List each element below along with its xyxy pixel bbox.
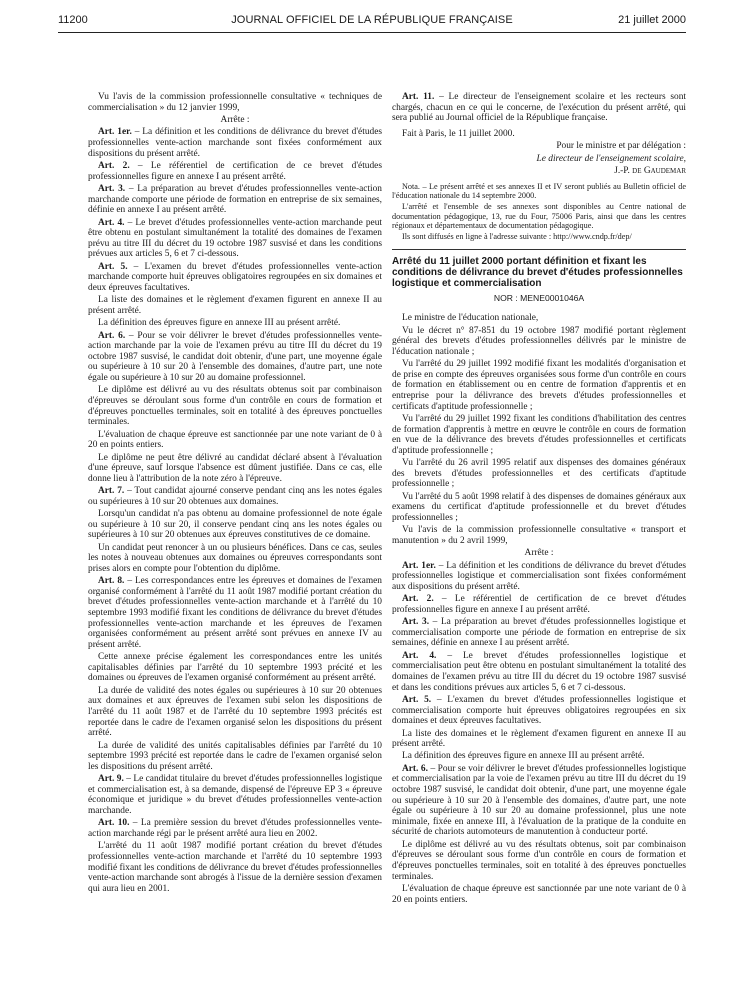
paragraph-text: La définition des épreuves figure en annexe III au présent arrêté. xyxy=(402,751,645,762)
body-paragraph xyxy=(88,543,382,575)
nor-reference: NOR : MENE0001046A xyxy=(493,292,585,303)
article-number: Art. 1er. xyxy=(98,127,132,138)
body-paragraph xyxy=(88,115,382,126)
body-paragraph xyxy=(88,92,382,113)
paragraph-text: – La préparation au brevet d'études professionnelles vente-action marchande comporte une période de formation en entreprise de six semaines, définie en annexe I au présent arrêté. xyxy=(88,183,382,216)
article-paragraph xyxy=(88,262,382,294)
nota-paragraph: Nota. – Le présent arrêté et ses annexes II et IV seront publiés au Bulletin officiel de l'éducation nationale du 14 septembre 2000. xyxy=(392,181,686,200)
paragraph-text: Arrête : xyxy=(220,114,250,125)
paragraph-text: – La définition et les conditions de délivrance du brevet d'études professionnelles logistique et commercialisation sont fixées conformément aux dispositions du présent arrêté. xyxy=(392,560,687,592)
decree-body xyxy=(392,313,686,905)
left-column xyxy=(88,92,382,896)
paragraph-text: La durée de validité des unités capitalisables définies par l'arrêté du 10 septembre 1993 précité est reportée dans le cadre de l'examen organisé selon les dispositions du présent arrêté. xyxy=(88,740,382,772)
issue-date: 21 juillet 2000 xyxy=(618,14,686,26)
article-number: Art. 8. xyxy=(98,576,125,587)
journal-title: JOURNAL OFFICIEL DE LA RÉPUBLIQUE FRANÇAISE xyxy=(231,14,513,26)
body-paragraph xyxy=(392,548,686,559)
article-number: Art. 9. xyxy=(98,774,124,785)
body-paragraph xyxy=(392,525,686,546)
paragraph-text: Vu le décret n° 87-851 du 19 octobre 1987 modifié portant règlement général des brevets d'études professionnelles délivrés par le ministre de l'éducation nationale ; xyxy=(392,325,686,357)
body-paragraph xyxy=(392,313,686,324)
paragraph-text: Vu l'arrêté du 29 juillet 1992 modifié fixant les modalités d'organisation et de prise en compte des épreuves organisées sous forme d'un contrôle en cours de formation en établissement ou en centre de formation d'apprentis et en entreprise pour la délivrance des brevets d'études professionnelles et certificats d'aptitude professionnelle ; xyxy=(392,359,686,412)
body-paragraph xyxy=(88,318,382,329)
article-number: Art. 7. xyxy=(98,486,125,497)
paragraph-text: Vu l'avis de la commission professionnelle consultative « transport et manutention » du 2 avril 1999, xyxy=(392,525,686,546)
article-paragraph xyxy=(88,818,382,839)
article-paragraph xyxy=(88,486,382,507)
signature-title: Le directeur de l'enseignement scolaire, xyxy=(536,153,686,164)
paragraph-text: – Le candidat titulaire du brevet d'études professionnelles logistique et commercialisation est, à sa demande, dispensé de l'épreuve EP 3 « épreuve économique et juridique » du brevet d'études professionnelles vente-action marchande. xyxy=(88,774,382,816)
paragraph-text: Le ministre de l'éducation nationale, xyxy=(402,313,539,324)
article-number: Art. 3. xyxy=(98,183,126,194)
paragraph-text: – La préparation au brevet d'études professionnelles logistique et commercialisation comporte une période de formation en entreprise de six semaines, définie en annexe I au présent arrêté. xyxy=(392,617,687,649)
paragraph-text: Vu l'avis de la commission professionnelle consultative « techniques de commercialisation » du 12 janvier 1999, xyxy=(88,92,382,113)
article-number: Art. 5. xyxy=(402,694,432,705)
paragraph-text: Vu l'arrêté du 29 juillet 1992 fixant les conditions d'habilitation des centres de formation d'apprentis à mettre en œuvre le contrôle en cours de formation en vue de la délivrance des brevets d'études professionnelles et certificats d'aptitude professionnelle ; xyxy=(392,413,686,456)
paragraph-text: – Les correspondances entre les épreuves et domaines de l'examen organisé conformément à l'arrêté du 11 août 1987 modifié portant création du brevet d'études professionnelles vente-action marchande et à l'arrêté du 10 septembre 1993 modifié fixant les conditions de délivrance du brevet d'études professionnelles vente-action marchande et les épreuves de l'examen organisées conformément au présent arrêté sont prévues en annexe IV au présent arrêté. xyxy=(88,576,382,650)
paragraph-text: Arrête : xyxy=(524,548,554,559)
paragraph-text: L'évaluation de chaque épreuve est sanctionnée par une note variant de 0 à 20 en points entiers. xyxy=(88,429,382,451)
body-paragraph xyxy=(88,652,382,684)
signature-line: Pour le ministre et par délégation : xyxy=(556,141,686,152)
paragraph-text: – La définition et les conditions de délivrance du brevet d'études professionnelles vente-action marchande sont fixées conformément aux dispositions du présent arrêté. xyxy=(88,127,383,159)
paragraph-text: Vu l'arrêté du 26 avril 1995 relatif aux dispenses des domaines généraux des brevets d'études professionnelles et des certificats d'aptitude professionnelle ; xyxy=(392,458,686,490)
article-number: Art. 6. xyxy=(98,330,126,341)
body-paragraph xyxy=(88,453,382,485)
article-paragraph xyxy=(392,594,686,615)
article-number: Art. 1er. xyxy=(402,560,436,571)
paragraph-text: – Le brevet d'études professionnelles vente-action marchande peut être obtenu en postulant simultanément la totalité des domaines de l'examen prévu au titre III du décret du 19 octobre 1987 susvisé et dans les conditions prévues aux articles 5, 6 et 7 ci-dessous. xyxy=(88,217,382,260)
paragraph-text: La liste des domaines et le règlement d'examen figurent en annexe II au présent arrêté. xyxy=(88,295,382,316)
article-number: Art. 2. xyxy=(98,160,130,171)
article-number: Art. 5. xyxy=(98,261,128,272)
paragraph-text: La durée de validité des notes égales ou supérieures à 10 sur 20 obtenues aux domaines et aux épreuves de l'examen subi selon les dispositions de l'arrêté du 11 août 1987 et de l'arrêté du 10 septembre 1993 précités est reportée dans le cadre de l'examen organisé selon les dispositions du présent arrêté. xyxy=(88,685,382,739)
article-paragraph xyxy=(392,561,686,593)
article-number: Art. 6. xyxy=(402,763,428,774)
body-paragraph xyxy=(88,430,382,451)
signature-name: J.-P. de Gaudemar xyxy=(614,165,686,176)
paragraph-text: Le diplôme est délivré au vu des résultats obtenus, soit par combinaison d'épreuves se déroulant sous forme d'un contrôle en cours de formation et d'épreuves ponctuelles terminales, soit en totalité à des épreuves ponctuelles terminales. xyxy=(392,839,686,882)
body-paragraph xyxy=(88,741,382,773)
article-paragraph xyxy=(88,774,382,816)
body-paragraph xyxy=(392,840,686,882)
paragraph-text: Le diplôme est délivré au vu des résultats obtenus soit par combinaison d'épreuves se déroulant sous forme d'un contrôle en cours de formation et d'épreuves ponctuelles terminales, soit en totalité à des épreuves ponctuelles terminales. xyxy=(88,385,382,428)
body-paragraph xyxy=(392,884,686,905)
article-paragraph xyxy=(392,92,686,124)
paragraph-text: L'évaluation de chaque épreuve est sanctionnée par une note variant de 0 à 20 en points entiers. xyxy=(392,884,686,905)
paragraph-text: – La première session du brevet d'études professionnelles vente-action marchande régi par le présent arrêté aura lieu en 2002. xyxy=(88,818,382,839)
article-number: Art. 10. xyxy=(98,818,130,829)
article-number: Art. 4. xyxy=(98,217,125,228)
signature-place-date: Fait à Paris, le 11 juillet 2000. xyxy=(402,128,515,139)
article-number: Art. 4. xyxy=(402,650,437,661)
body-paragraph xyxy=(392,414,686,456)
article-paragraph xyxy=(392,764,686,838)
article-paragraph xyxy=(392,617,686,649)
section-divider xyxy=(392,249,686,250)
page-number: 11200 xyxy=(58,14,88,26)
paragraph-text: La définition des épreuves figure en annexe III au présent arrêté. xyxy=(98,318,341,329)
article-paragraph xyxy=(392,651,686,693)
body-paragraph xyxy=(392,729,686,750)
decree-title: Arrêté du 11 juillet 2000 portant définition et fixant les conditions de délivrance du brevet d'études professionnelles logistique et commercialisation xyxy=(392,255,683,289)
body-paragraph xyxy=(392,751,686,762)
paragraph-text: – L'examen du brevet d'études professionnelles vente-action marchande comporte huit épreuves obligatoires regroupées en six domaines et deux épreuves facultatives. xyxy=(88,261,382,293)
body-paragraph xyxy=(88,686,382,739)
body-paragraph xyxy=(88,841,382,894)
paragraph-text: Un candidat peut renoncer à un ou plusieurs bénéfices. Dans ce cas, seules les notes à nouveau obtenues aux domaines ou épreuves correspondants sont prises alors en compte pour l'obtention du diplôme. xyxy=(88,542,382,574)
paragraph-text: – L'examen du brevet d'études professionnelles logistique et commercialisation comporte huit épreuves obligatoires regroupées en six domaines et deux épreuves facultatives. xyxy=(392,694,686,727)
paragraph-text: – Tout candidat ajourné conserve pendant cinq ans les notes égales ou supérieures à 10 sur 20 obtenues aux domaines. xyxy=(88,486,382,507)
article-number: Art. 3. xyxy=(402,617,430,628)
paragraph-text: – Pour se voir délivrer le brevet d'études professionnelles vente-action marchande par la voie de l'examen prévu au titre III du décret du 19 octobre 1987 susvisé, le candidat doit obtenir, d'une part, une moyenne égale ou supérieure à 10 sur 20 à l'ensemble des domaines, d'autre part, une note égale ou supérieure à 10 sur 20 au domaine professionnel. xyxy=(88,330,382,384)
article-paragraph xyxy=(88,576,382,650)
article-paragraph xyxy=(88,218,382,260)
page-header xyxy=(58,14,686,32)
header-rule xyxy=(58,32,686,33)
right-column xyxy=(392,92,686,907)
paragraph-text: – Le brevet d'études professionnelles logistique et commercialisation peut être obtenu en postulant simultanément la totalité des domaines de l'examen prévu au titre III du décret du 19 octobre 1987 susvisé et dans les conditions prévues aux articles 5, 6 et 7 ci-dessous. xyxy=(392,650,686,693)
paragraph-text: Cette annexe précise également les correspondances entre les unités capitalisables définies par l'arrêté du 10 septembre 1993 précité et les domaines ou épreuves de l'examen organisé conformément au présent arrêté. xyxy=(88,652,382,684)
body-paragraph xyxy=(392,458,686,490)
article-number: Art. 11. xyxy=(402,92,435,102)
body-paragraph xyxy=(88,295,382,316)
paragraph-text: La liste des domaines et le règlement d'examen figurent en annexe II au présent arrêté. xyxy=(392,728,686,750)
article-paragraph xyxy=(392,695,686,727)
body-paragraph xyxy=(392,326,686,358)
body-paragraph xyxy=(88,385,382,427)
nota-paragraph: Ils sont diffusés en ligne à l'adresse suivante : http://www.cndp.fr/dep/ xyxy=(402,232,632,242)
body-paragraph xyxy=(392,492,686,524)
paragraph-text: – Le référentiel de certification de ce brevet d'études professionnelles figure en annexe I au présent arrêté. xyxy=(392,594,686,615)
paragraph-text: Lorsqu'un candidat n'a pas obtenu au domaine professionnel de note égale ou supérieure à 10 sur 20, il conserve pendant cinq ans les notes égales ou supérieures à 10 sur 20 obtenues aux épreuves constitutives de ce domaine. xyxy=(88,509,382,541)
article-paragraph xyxy=(88,127,382,159)
paragraph-text: Le diplôme ne peut être délivré au candidat déclaré absent à l'évaluation d'une épreuve, sauf lorsque l'absence est dûment justifiée. Dans ce cas, elle donne lieu à l'attribution de la note zéro à l'épreuve. xyxy=(88,452,382,484)
body-paragraph xyxy=(392,359,686,412)
nota-paragraph: L'arrêté et l'ensemble de ses annexes sont disponibles au Centre national de documentation pédagogique, 13, rue du Four, 75006 Paris, ainsi que dans les centres régionaux et départementaux de documentation pédagogique. xyxy=(392,202,686,230)
body-paragraph xyxy=(88,509,382,541)
article-paragraph xyxy=(88,184,382,216)
article-paragraph xyxy=(88,161,382,182)
paragraph-text: L'arrêté du 11 août 1987 modifié portant création du brevet d'études professionnelles vente-action marchande et l'arrêté du 10 septembre 1993 modifié fixant les conditions de délivrance du brevet d'études professionnelles vente-action marchande sont abrogés à l'issue de la dernière session d'examen qui aura lieu en 2001. xyxy=(88,841,382,894)
article-paragraph xyxy=(88,331,382,384)
article-number: Art. 2. xyxy=(402,594,434,605)
paragraph-text: – Le référentiel de certification de ce brevet d'études professionnelles figure en annexe I au présent arrêté. xyxy=(88,160,382,182)
paragraph-text: – Pour se voir délivrer le brevet d'études professionnelles logistique et commercialisation par la voie de l'examen prévu au titre III du décret du 19 octobre 1987 susvisé, le candidat doit obtenir, d'une part, une moyenne égale ou supérieure à 10 sur 20 à l'ensemble des domaines, d'autre part, une note égale ou supérieure à 10 sur 20 au domaine professionnel, plus une note minimale, fixée en annexe III, à l'évaluation de la pratique de la conduite en sécurité de chariots automoteurs de manutention à conducteur porté. xyxy=(392,763,686,838)
article-text: – Le directeur de l'enseignement scolaire et les recteurs sont chargés, chacun en ce qui le concerne, de l'exécution du présent arrêté, qui sera publié au Journal officiel de la République française. xyxy=(392,92,686,124)
paragraph-text: Vu l'arrêté du 5 août 1998 relatif à des dispenses de domaines généraux aux examens du certificat d'aptitude professionnelle et du brevet d'études professionnelles ; xyxy=(392,491,686,523)
